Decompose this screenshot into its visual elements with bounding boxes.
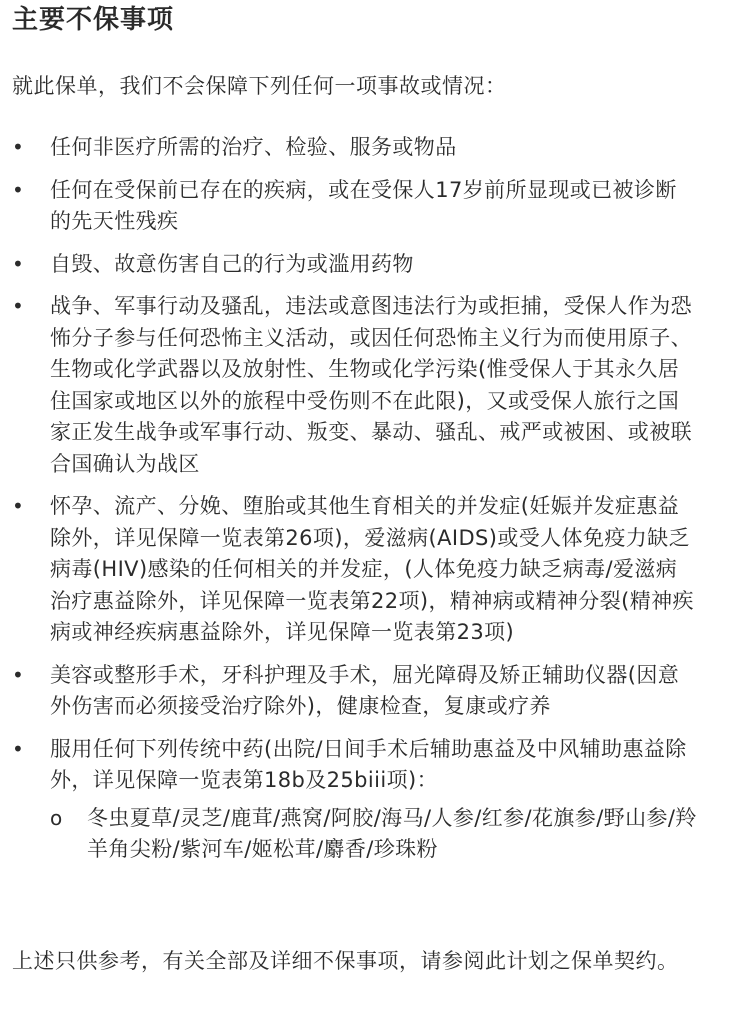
bullet-icon: • xyxy=(12,662,25,687)
list-item xyxy=(0,660,695,723)
sub-list-item xyxy=(50,803,697,866)
sub-list-item-text: 冬虫夏草/灵芝/鹿茸/燕窝/阿胶/海马/人参/红参/花旗参/野山参/羚羊角尖粉/紫河车/姬松茸/麝香/珍珠粉 xyxy=(87,805,697,861)
list-item xyxy=(0,291,695,480)
bullet-icon: • xyxy=(12,294,25,318)
list-item xyxy=(0,734,695,866)
footer-note: 上述只供参考，有关全部及详细不保事项，请参阅此计划之保单契约。 xyxy=(12,949,679,973)
bullet-icon: • xyxy=(12,736,25,761)
bullet-icon: • xyxy=(12,135,25,159)
sub-bullet-icon: o xyxy=(50,805,63,830)
list-item-text: 战争、军事行动及骚乱，违法或意图违法行为或拒捕，受保人作为恐怖分子参与任何恐怖主义活动，或因任何恐怖主义行为而使用原子、生物或化学武器以及放射性、生物或化学污染(惟受保人于其永久居住国家或地区以外的旅程中受伤则不在此限)，又或受保人旅行之国家正发生战争或军事行动、叛变、暴动、骚乱、戒严或被困、或被联合国确认为战区 xyxy=(50,294,692,476)
list-item-text: 怀孕、流产、分娩、堕胎或其他生育相关的并发症(妊娠并发症惠益除外，详见保障一览表第26项)，爱滋病(AIDS)或受人体免疫力缺乏病毒(HIV)感染的任何相关的并发症，(人体免疫力缺乏病毒/爱滋病治疗惠益除外，详见保障一览表第22项)，精神病或精神分裂(精神疾病或神经疾病惠益除外，详见保障一览表第23项) xyxy=(50,494,694,644)
bullet-icon: • xyxy=(12,177,25,202)
exclusions-list xyxy=(0,132,729,877)
list-item xyxy=(0,175,695,238)
sub-list xyxy=(50,803,695,866)
list-item-text: 任何非医疗所需的治疗、检验、服务或物品 xyxy=(50,135,457,159)
list-item-text: 任何在受保前已存在的疾病，或在受保人17岁前所显现或已被诊断的先天性残疾 xyxy=(50,177,677,233)
page-title: 主要不保事项 xyxy=(12,5,175,35)
list-item xyxy=(0,491,695,649)
list-item-text: 自毁、故意伤害自己的行为或滥用药物 xyxy=(50,251,414,276)
intro-text: 就此保单，我们不会保障下列任何一项事故或情况： xyxy=(12,74,507,98)
list-item xyxy=(0,132,695,164)
list-item xyxy=(0,249,695,281)
list-item-text: 美容或整形手术，牙科护理及手术，屈光障碍及矫正辅助仪器(因意外伤害而必须接受治疗除外)，健康检查，复康或疗养 xyxy=(50,662,680,718)
bullet-icon: • xyxy=(12,494,25,518)
list-item-text: 服用任何下列传统中药(出院/日间手术后辅助惠益及中风辅助惠益除外，详见保障一览表第18b及25biii项)： xyxy=(50,736,687,792)
bullet-icon: • xyxy=(12,251,25,276)
